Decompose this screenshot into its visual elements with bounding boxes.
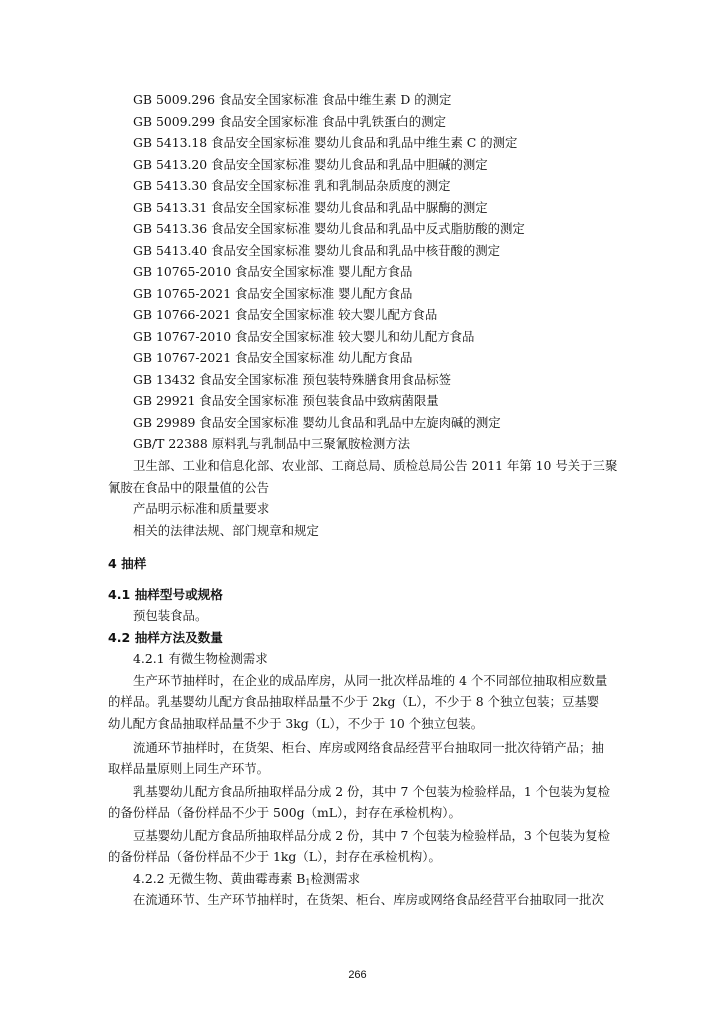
standard-item: GB 10765-2010 食品安全国家标准 婴儿配方食品	[133, 264, 413, 279]
standard-item: GB 5413.30 食品安全国家标准 乳和乳制品杂质度的测定	[133, 178, 451, 193]
standard-item: GB 10766-2021 食品安全国家标准 较大婴儿配方食品	[133, 307, 438, 322]
section-heading: 4 抽样	[108, 556, 147, 571]
announcement-line: 卫生部、工业和信息化部、农业部、工商总局、质检总局公告 2011 年第 10 号关于三聚	[133, 458, 618, 473]
paragraph-line: 取样品量原则上同生产环节。	[108, 761, 270, 776]
standard-item: GB 5009.296 食品安全国家标准 食品中维生素 D 的测定	[133, 92, 452, 107]
subsection-heading: 4.2 抽样方法及数量	[108, 630, 223, 645]
standard-item: GB 10765-2021 食品安全国家标准 婴儿配方食品	[133, 286, 413, 301]
paragraph-line: 幼儿配方食品抽取样品量不少于 3kg（L），不少于 10 个独立包装。	[108, 716, 484, 731]
heading-text: 检测需求	[310, 871, 361, 886]
heading-text: 4.2.2 无微生物、黄曲霉毒素 B	[133, 871, 306, 886]
subsection-heading: 4.1 抽样型号或规格	[108, 587, 223, 602]
paragraph-line: 预包装食品。	[133, 608, 208, 623]
standard-item: GB 5413.20 食品安全国家标准 婴幼儿食品和乳品中胆碱的测定	[133, 157, 488, 172]
paragraph-line: 的备份样品（备份样品不少于 1kg（L），封存在承检机构）。	[108, 849, 441, 864]
standard-item: GB 5413.18 食品安全国家标准 婴幼儿食品和乳品中维生素 C 的测定	[133, 135, 518, 150]
paragraph-line: 的样品。乳基婴幼儿配方食品抽取样品量不少于 2kg（L），不少于 8 个独立包装；豆基婴	[108, 694, 600, 709]
paragraph-line: 生产环节抽样时，在企业的成品库房，从同一批次样品堆的 4 个不同部位抽取相应数量	[133, 673, 608, 688]
basis-item: 相关的法律法规、部门规章和规定	[133, 523, 319, 538]
subsubsection-heading: 4.2.1 有微生物检测需求	[133, 651, 268, 666]
subsubsection-heading	[133, 871, 360, 891]
standard-item: GB 29921 食品安全国家标准 预包装食品中致病菌限量	[133, 393, 439, 408]
standard-item: GB 5413.40 食品安全国家标准 婴幼儿食品和乳品中核苷酸的测定	[133, 243, 501, 258]
announcement-line: 氰胺在食品中的限量值的公告	[108, 480, 270, 495]
standard-item: GB 5009.299 食品安全国家标准 食品中乳铁蛋白的测定	[133, 114, 446, 129]
standard-item: GB 29989 食品安全国家标准 婴幼儿食品和乳品中左旋肉碱的测定	[133, 415, 501, 430]
paragraph-line: 的备份样品（备份样品不少于 500g（mL），封存在承检机构）。	[108, 805, 461, 820]
standard-item: GB 10767-2010 食品安全国家标准 较大婴儿和幼儿配方食品	[133, 329, 475, 344]
standard-item: GB 5413.36 食品安全国家标准 婴幼儿食品和乳品中反式脂肪酸的测定	[133, 221, 525, 236]
paragraph-line: 在流通环节、生产环节抽样时，在货架、柜台、库房或网络食品经营平台抽取同一批次	[133, 892, 604, 907]
subscript: 1	[305, 878, 311, 887]
page-number: 266	[348, 969, 367, 981]
paragraph-line: 乳基婴幼儿配方食品所抽取样品分成 2 份，其中 7 个包装为检验样品，1 个包装为复检	[133, 784, 611, 799]
standard-item: GB 5413.31 食品安全国家标准 婴幼儿食品和乳品中脲酶的测定	[133, 200, 488, 215]
standard-item: GB/T 22388 原料乳与乳制品中三聚氰胺检测方法	[133, 436, 410, 451]
standard-item: GB 10767-2021 食品安全国家标准 幼儿配方食品	[133, 350, 413, 365]
basis-item: 产品明示标准和质量要求	[133, 501, 270, 516]
paragraph-line: 流通环节抽样时，在货架、柜台、库房或网络食品经营平台抽取同一批次待销产品；抽	[133, 740, 604, 755]
standard-item: GB 13432 食品安全国家标准 预包装特殊膳食用食品标签	[133, 372, 452, 387]
paragraph-line: 豆基婴幼儿配方食品所抽取样品分成 2 份，其中 7 个包装为检验样品，3 个包装为复检	[133, 828, 611, 843]
